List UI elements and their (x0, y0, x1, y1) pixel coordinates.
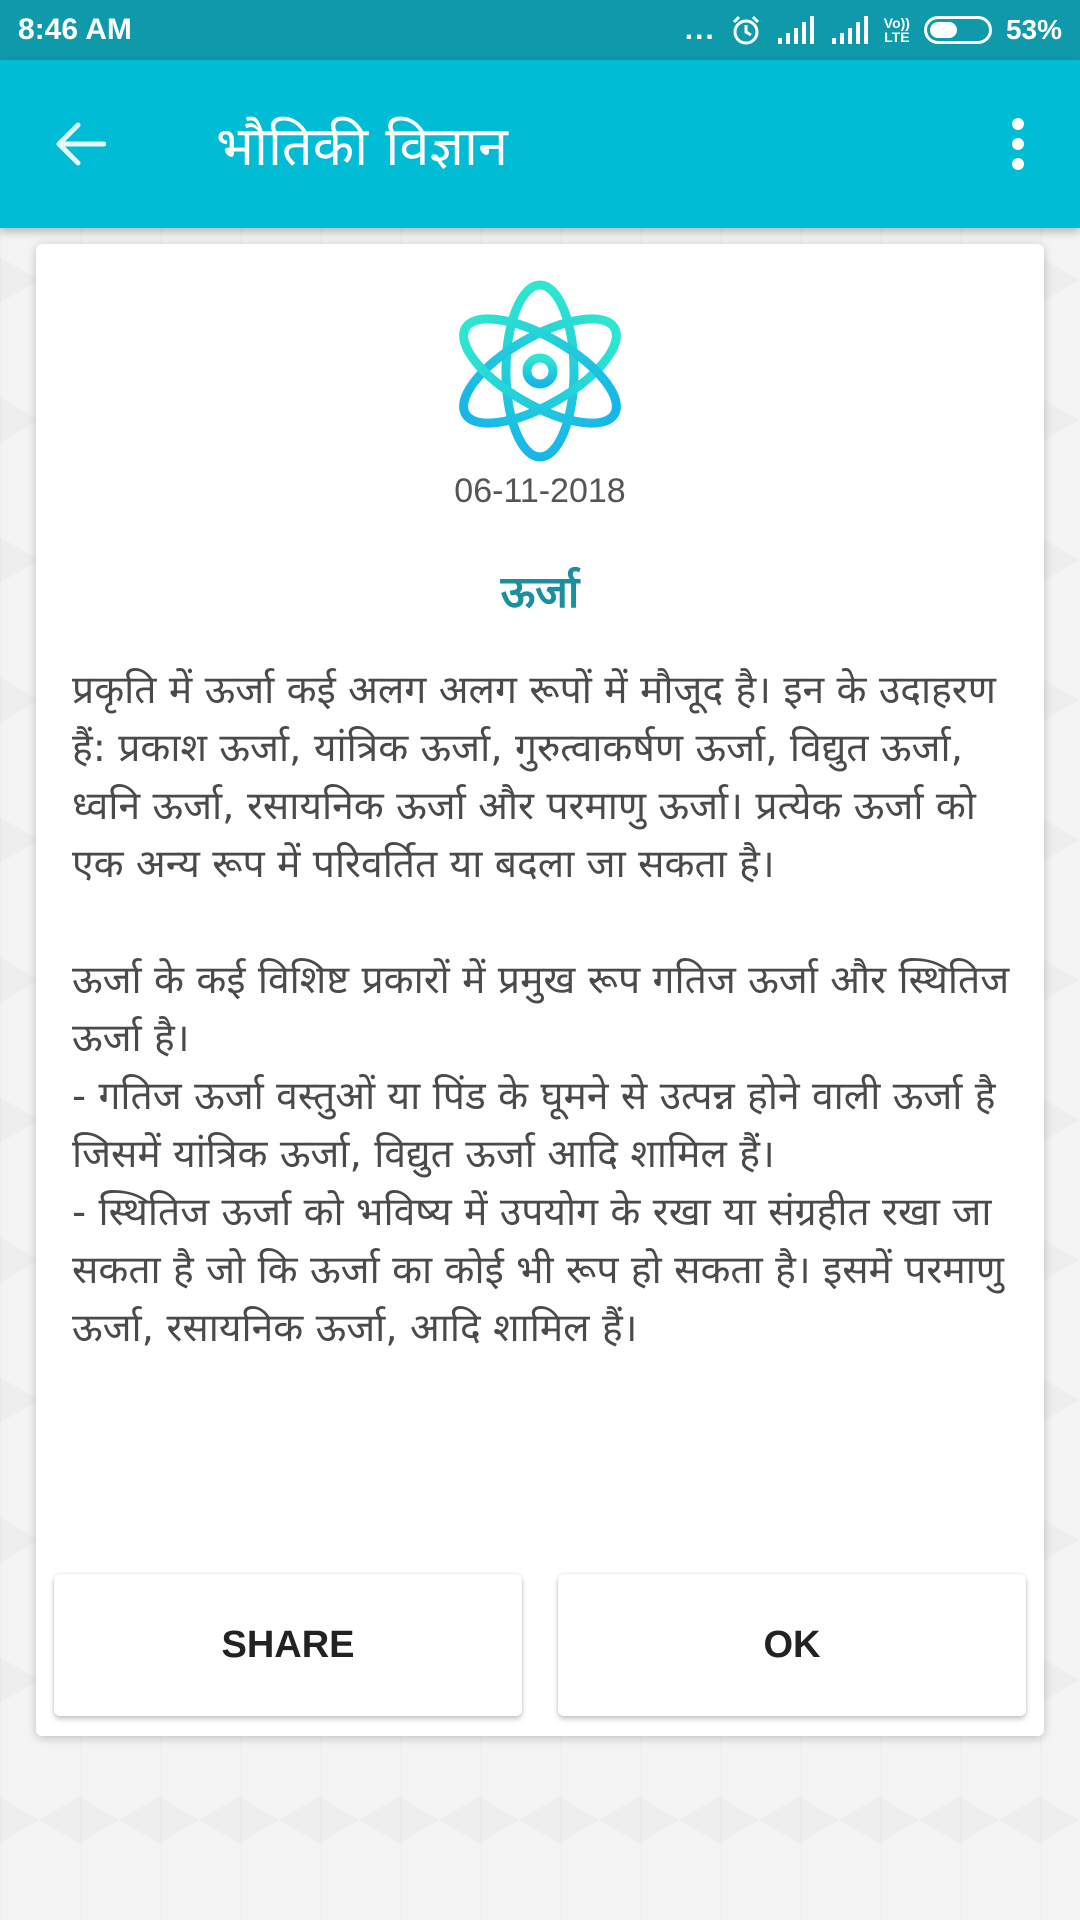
body-paragraph: - स्थितिज ऊर्जा को भविष्य में उपयोग के रखा या संग्रहीत रखा जा सकता है जो कि ऊर्जा का कोई भी रूप हो सकता है। इसमें परमाणु ऊर्जा, रसायनिक ऊर्जा, आदि शामिल हैं। (72, 1190, 1004, 1351)
paragraph-spacer (72, 894, 1022, 952)
app-bar (0, 60, 1080, 228)
dialog-body (72, 662, 1022, 1358)
body-paragraph: - गतिज ऊर्जा वस्तुओं या पिंड के घूमने से उत्पन्न होने वाली ऊर्जा है जिसमें यांत्रिक ऊर्जा, विद्युत ऊर्जा आदि शामिल हैं। (72, 1074, 996, 1177)
status-time: 8:46 AM (18, 13, 132, 46)
arrow-left-icon (54, 122, 106, 166)
volte-indicator (884, 16, 910, 44)
battery-percent: 53% (1005, 14, 1062, 45)
more-options-button[interactable] (998, 60, 1038, 228)
atom-icon (450, 276, 630, 466)
volte-top: Vo)) (883, 15, 910, 31)
more-vertical-icon (1012, 118, 1024, 130)
more-vertical-dot (1012, 138, 1024, 150)
back-button[interactable] (50, 114, 110, 174)
dialog-date: 06-11-2018 (454, 472, 626, 510)
info-dialog (36, 244, 1044, 1736)
body-paragraph: प्रकृति में ऊर्जा कई अलग अलग रूपों में मौजूद है। इन के उदाहरण हैं: प्रकाश ऊर्जा, यांत्रिक ऊर्जा, गुरुत्वाकर्षण ऊर्जा, विद्युत ऊर्जा, ध्वनि ऊर्जा, रसायनिक ऊर्जा और परमाणु ऊर्जा। प्रत्येक ऊर्जा को एक अन्य रूप में परिवर्तित या बदला जा सकता है। (72, 668, 996, 887)
battery-level (930, 22, 957, 38)
signal-icon (830, 16, 870, 44)
page-title: भौतिकी विज्ञान (216, 115, 508, 178)
status-bar (0, 0, 1080, 60)
ok-button[interactable]: OK (558, 1574, 1026, 1716)
notification-dots: ... (684, 13, 716, 46)
share-button[interactable]: SHARE (54, 1574, 522, 1716)
body-paragraph: ऊर्जा के कई विशिष्ट प्रकारों में प्रमुख रूप गतिज ऊर्जा और स्थितिज ऊर्जा है। (72, 958, 1010, 1061)
volte-bottom: LTE (884, 29, 910, 45)
status-icons (685, 14, 1062, 46)
alarm-icon (730, 14, 762, 46)
dialog-title: ऊर्जा (500, 567, 580, 618)
battery-icon (924, 16, 992, 44)
signal-icon (776, 16, 816, 44)
more-vertical-dot (1012, 158, 1024, 170)
